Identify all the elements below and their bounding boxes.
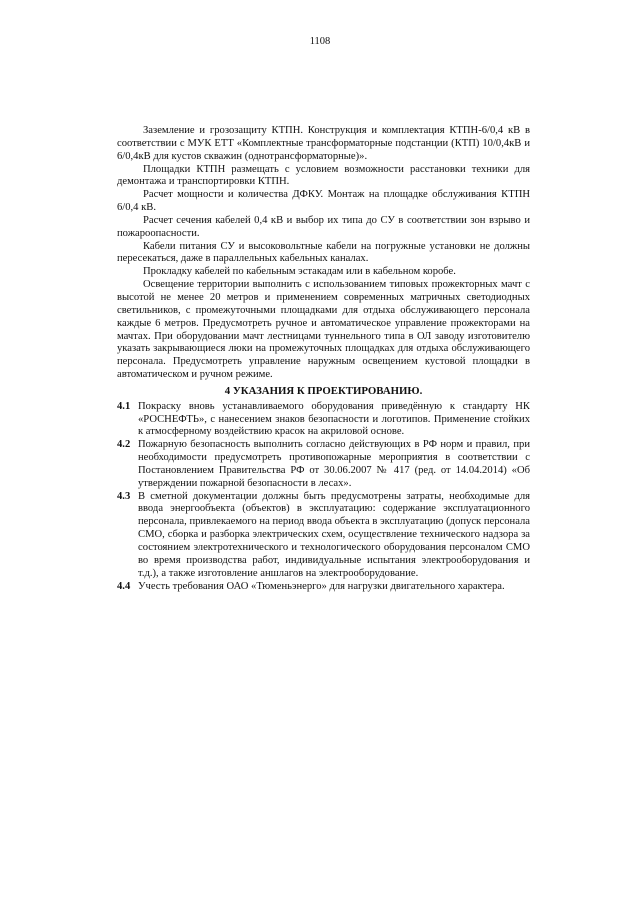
item-number: 4.2 — [117, 439, 131, 451]
list-item — [117, 439, 530, 490]
item-text: Покраску вновь устанавливаемого оборудования приведённую к стандарту НК «РОСНЕФТЬ», с нанесением знаков безопасности и логотипов. Применение стойких к атмосферному воздействию красок на акриловой основе. — [138, 400, 530, 438]
paragraph-ktpn-sites: Площадки КТПН размещать с условием возможности расстановки техники для демонтажа и транспортировки КТПН. — [117, 163, 530, 188]
paragraph-dfku: Расчет мощности и количества ДФКУ. Монтаж на площадке обслуживания КТПН 6/0,4 кВ. — [117, 189, 530, 214]
paragraph-grounding: Заземление и грозозащиту КТПН. Конструкция и комплектация КТПН-6/0,4 кВ в соответствии с МУК ЕТТ «Комплектные трансформаторные подстанции (КТП) 10/0,4кВ и 6/0,4кВ для кустов скважин (однотрансформаторные)». — [117, 125, 530, 162]
paragraph-cable-section: Расчет сечения кабелей 0,4 кВ и выбор их типа до СУ в соответствии зон взрыво и пожароопасности. — [117, 214, 530, 239]
list-item — [117, 581, 530, 594]
list-item — [117, 401, 530, 440]
paragraph-power-cables: Кабели питания СУ и высоковольтные кабели на погружные установки не должны пересекаться, даже в параллельных кабельных каналах. — [117, 240, 530, 265]
item-text: В сметной документации должны быть предусмотрены затраты, необходимые для ввода энергообъекта (объектов) в эксплуатацию: содержание эксплуатационного персонала, привлекаемого на период ввода объекта в эксплуатацию (допуск персонала СМО, сборка и разборка электрических схем, осуществление технического надзора за состоянием электротехнического и технологического оборудования персоналом СМО во время производства работ, индивидуальные испытания электрооборудования и т.д.), а также изготовление аншлагов на электрооборудование. — [138, 490, 530, 579]
list-item — [117, 491, 530, 581]
paragraph-lighting: Освещение территории выполнить с использованием типовых прожекторных мачт с высотой не менее 20 метров и применением современных матричных светодиодных светильников, с промежуточными площадками для отдыха обслуживающего персонала каждые 6 метров. Предусмотреть ручное и автоматическое управление прожекторами на мачтах. При оборудовании мачт лестницами туннельного типа в ОЛ заводу изготовителю указать закрывающиеся люки на промежуточных площадках для отдыха обслуживающего персонала. Предусмотреть управление наружным освещением кустовой площадки в автоматическом и ручном режиме. — [117, 279, 530, 381]
paragraph-cable-laying: Прокладку кабелей по кабельным эстакадам или в кабельном коробе. — [143, 266, 456, 278]
item-text: Учесть требования ОАО «Тюменьэнерго» для нагрузки двигательного характера. — [138, 580, 505, 592]
item-number: 4.1 — [117, 400, 131, 412]
page-number: 1108 — [309, 36, 331, 47]
item-number: 4.4 — [117, 580, 131, 592]
item-text: Пожарную безопасность выполнить согласно действующих в РФ норм и правил, при необходимости предусмотреть противопожарные мероприятия в соответствии с Постановлением Правительства РФ от 30.06.2007 № 417 (ред. от 14.04.2014) «Об утверждении пожарной безопасности в лесах». — [138, 439, 530, 489]
section-title: 4 УКАЗАНИЯ К ПРОЕКТИРОВАНИЮ. — [224, 384, 423, 397]
document-body — [117, 125, 530, 593]
item-number: 4.3 — [117, 490, 131, 502]
